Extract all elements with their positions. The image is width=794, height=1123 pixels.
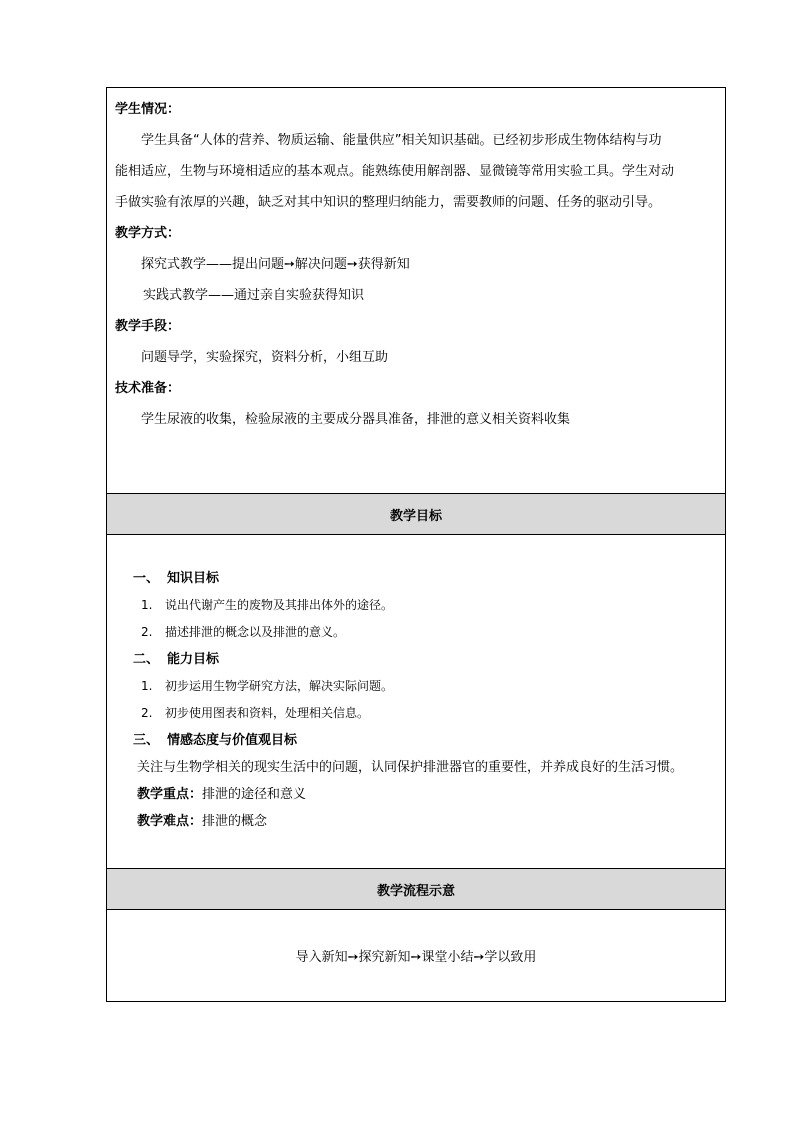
flow-text: 导入新知➙探究新知➙课堂小结➙学以致用 [295,950,537,965]
lesson-plan-table [106,87,726,1002]
section-title: 能力目标 [167,652,220,667]
flow-cell [106,909,726,1002]
item-text: 说出代谢产生的废物及其排出体外的途径。 [165,598,394,612]
emotion-text: 关注与生物学相关的现实生活中的问题，认同保护排泄器官的重要性，并养成良好的生活习惯。 [137,760,684,775]
section-title: 知识目标 [167,571,220,586]
section-title: 情感态度与价值观目标 [167,733,298,748]
key-point-text: 排泄的途径和意义 [202,787,307,802]
student-line-3: 手做实验有浓厚的兴趣，缺乏对其中知识的整理归纳能力，需要教师的问题、任务的驱动引导。 [115,195,662,210]
objective-item [115,619,717,646]
tech-text: 学生尿液的收集，检验尿液的主要成分器具准备，排泄的意义相关资料收集 [141,412,571,427]
student-situation-cell [106,87,726,494]
method-item: 实践式教学——通过亲自实验获得知识 [143,288,365,303]
tech-heading: 技术准备： [115,381,181,396]
methods-heading: 教学方式： [115,226,181,241]
difficult-point [115,808,717,835]
item-number: 2. [141,706,153,720]
objective-item [115,592,717,619]
key-point-label: 教学重点： [137,787,203,802]
ability-heading [115,646,717,673]
item-number: 1. [141,598,153,612]
means-heading: 教学手段： [115,319,181,334]
difficult-point-text: 排泄的概念 [202,814,268,829]
section-number: 二、 [133,652,160,667]
key-point [115,781,717,808]
knowledge-heading [115,565,717,592]
objective-item [115,700,717,727]
item-number: 1. [141,679,153,693]
item-number: 2. [141,625,153,639]
objectives-header [106,493,726,535]
flow-title: 教学流程示意 [376,883,455,899]
student-line-2: 能相适应，生物与环境相适应的基本观点。能熟练使用解剖器、显微镜等常用实验工具。学生对动 [115,164,675,179]
method-item: 探究式教学——提出问题➙解决问题➙获得新知 [141,257,410,272]
means-text: 问题导学，实验探究，资料分析，小组互助 [141,350,389,365]
difficult-point-label: 教学难点： [137,814,203,829]
item-text: 描述排泄的概念以及排泄的意义。 [165,625,346,639]
item-text: 初步使用图表和资料，处理相关信息。 [165,706,370,720]
section-number: 一、 [133,571,160,586]
objective-item [115,673,717,700]
student-line-1: 学生具备“人体的营养、物质运输、能量供应”相关知识基础。已经初步形成生物体结构与功 [141,133,662,148]
section-number: 三、 [133,733,160,748]
student-heading: 学生情况： [115,102,181,117]
item-text: 初步运用生物学研究方法，解决实际问题。 [165,679,394,693]
objectives-title: 教学目标 [389,508,442,524]
flow-header [106,868,726,910]
emotion-heading [115,727,717,754]
objectives-cell [106,534,726,869]
